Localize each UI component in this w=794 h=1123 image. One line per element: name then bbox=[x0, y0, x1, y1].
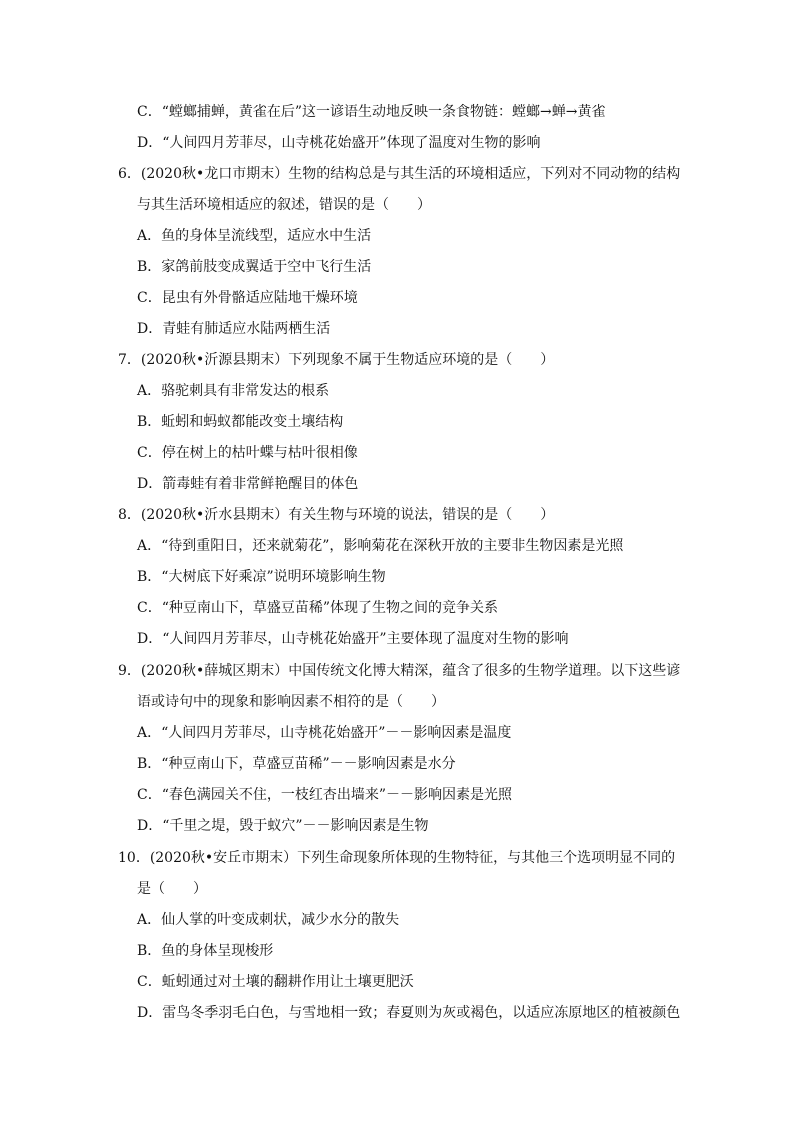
question-10-stem: 10．(2020秋•安丘市期末）下列生命现象所体现的生物特征，与其他三个选项明显不同的 bbox=[118, 850, 676, 866]
question-6-stem: 6．(2020秋•龙口市期末）生物的结构总是与其生活的环境相适应，下列对不同动物的结构 bbox=[118, 166, 681, 182]
option-6c: C．昆虫有外骨骼适应陆地干燥环境 bbox=[137, 290, 358, 306]
option-10d: D．雷鸟冬季羽毛白色，与雪地相一致；春夏则为灰或褐色，以适应冻原地区的植被颜色 bbox=[137, 1005, 681, 1021]
question-9-stem: 9．(2020秋•薛城区期末）中国传统文化博大精深，蕴含了很多的生物学道理。以下这些谚 bbox=[118, 663, 681, 679]
option-8c: C．“种豆南山下，草盛豆苗稀”体现了生物之间的竞争关系 bbox=[137, 600, 499, 616]
option-9b: B．“种豆南山下，草盛豆苗稀”－－影响因素是水分 bbox=[137, 756, 456, 772]
question-10-stem-continued: 是（ ） bbox=[137, 881, 207, 897]
question-7-stem: 7．(2020秋•沂源县期末）下列现象不属于生物适应环境的是（ ） bbox=[118, 352, 555, 368]
option-10b: B．鱼的身体呈现梭形 bbox=[137, 943, 274, 959]
question-8-stem: 8．(2020秋•沂水县期末）有关生物与环境的说法，错误的是（ ） bbox=[118, 507, 555, 523]
option-6a: A．鱼的身体呈流线型，适应水中生活 bbox=[137, 228, 372, 244]
option-6d: D．青蛙有肺适应水陆两栖生活 bbox=[137, 321, 331, 337]
option-7d: D．箭毒蛙有着非常鲜艳醒目的体色 bbox=[137, 476, 359, 492]
option-10c: C．蚯蚓通过对土壤的翻耕作用让土壤更肥沃 bbox=[137, 974, 414, 990]
question-6-stem-continued: 与其生活环境相适应的叙述，错误的是（ ） bbox=[137, 197, 431, 213]
option-7a: A．骆驼刺具有非常发达的根系 bbox=[137, 383, 330, 399]
option-9a: A．“人间四月芳菲尽，山寺桃花始盛开”－－影响因素是温度 bbox=[137, 725, 512, 741]
option-8d: D．“人间四月芳菲尽，山寺桃花始盛开”主要体现了温度对生物的影响 bbox=[137, 631, 569, 647]
option-8a: A．“待到重阳日，还来就菊花”，影响菊花在深秋开放的主要非生物因素是光照 bbox=[137, 538, 624, 554]
option-7c: C．停在树上的枯叶蝶与枯叶很相像 bbox=[137, 445, 358, 461]
question-9-stem-continued: 语或诗句中的现象和影响因素不相符的是（ ） bbox=[137, 694, 445, 710]
option-6b: B．家鸽前肢变成翼适于空中飞行生活 bbox=[137, 259, 372, 275]
option-9d: D．“千里之堤，毁于蚁穴”－－影响因素是生物 bbox=[137, 818, 429, 834]
option-5c: C．“螳螂捕蝉，黄雀在后”这一谚语生动地反映一条食物链：螳螂→蝉→黄雀 bbox=[137, 104, 606, 120]
option-5d: D．“人间四月芳菲尽，山寺桃花始盛开”体现了温度对生物的影响 bbox=[137, 135, 541, 151]
option-8b: B．“大树底下好乘凉”说明环境影响生物 bbox=[137, 569, 386, 585]
option-10a: A．仙人掌的叶变成刺状，减少水分的散失 bbox=[137, 912, 400, 928]
option-7b: B．蚯蚓和蚂蚁都能改变土壤结构 bbox=[137, 414, 344, 430]
option-9c: C．“春色满园关不住，一枝红杏出墙来”－－影响因素是光照 bbox=[137, 787, 513, 803]
